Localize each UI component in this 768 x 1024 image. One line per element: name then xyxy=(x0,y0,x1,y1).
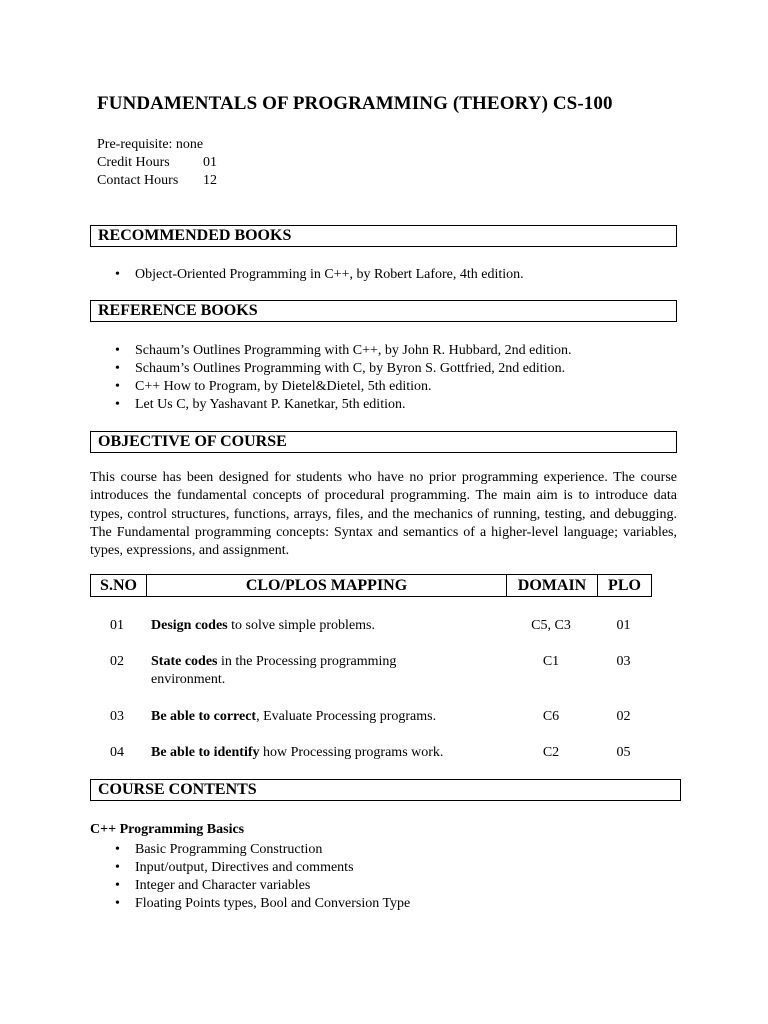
objective-heading xyxy=(90,431,677,453)
row-plo: 01 xyxy=(616,618,631,633)
bullet-icon: • xyxy=(115,860,120,875)
bullet-icon: • xyxy=(115,896,120,911)
reference-books-list xyxy=(97,342,572,414)
credit-hours-label: Credit Hours xyxy=(97,155,170,170)
recommended-books-heading-text: RECOMMENDED BOOKS xyxy=(98,227,292,244)
row-sno: 02 xyxy=(110,654,124,669)
page-title: FUNDAMENTALS OF PROGRAMMING (THEORY) CS-100 xyxy=(97,93,613,114)
row-description: Design codes to solve simple problems. xyxy=(151,618,376,633)
list-item: • Let Us C, by Yashavant P. Kanetkar, 5th edition. xyxy=(115,397,406,412)
row-plo: 03 xyxy=(616,654,631,669)
row-sno: 01 xyxy=(110,618,124,633)
mapping-header: CLO/PLOS MAPPING xyxy=(245,577,408,594)
row-plo: 02 xyxy=(616,709,631,724)
recommended-books-list xyxy=(97,266,524,284)
row-domain: C5, C3 xyxy=(531,618,571,633)
bullet-icon: • xyxy=(115,361,120,376)
contents-subheading: C++ Programming Basics xyxy=(90,822,245,837)
recommended-books-heading xyxy=(90,225,677,247)
list-item: • Object-Oriented Programming in C++, by Robert Lafore, 4th edition. xyxy=(115,267,524,282)
plo-header: PLO xyxy=(608,577,641,594)
course-contents-list xyxy=(97,841,410,913)
prerequisite: Pre-requisite: none xyxy=(97,137,204,152)
list-item: • Input/output, Directives and comments xyxy=(115,860,354,875)
objective-heading-text: OBJECTIVE OF COURSE xyxy=(98,433,287,450)
sno-header: S.NO xyxy=(100,577,137,594)
bullet-icon: • xyxy=(115,343,120,358)
clo-table-header xyxy=(90,574,652,597)
bullet-icon: • xyxy=(115,878,120,893)
row-plo: 05 xyxy=(616,745,631,760)
domain-header: DOMAIN xyxy=(517,577,587,594)
list-item: • Basic Programming Construction xyxy=(115,842,323,857)
row-domain: C1 xyxy=(542,654,560,669)
bullet-icon: • xyxy=(115,397,120,412)
contact-hours xyxy=(97,172,217,190)
credit-hours-value: 01 xyxy=(203,155,217,170)
objective-paragraph: This course has been designed for students who have no prior programming experience. The course introduces the fundamental concepts of procedural programming. The main aim is to introduce data types, control structures, functions, arrays, files, and the mechanics of running, testing, and debugging. The Fundamental programming concepts: Syntax and semantics of a higher-level language; variables, types, expressions, and assignment. xyxy=(90,470,677,559)
bullet-icon: • xyxy=(115,267,120,282)
course-contents-heading xyxy=(90,779,681,801)
bullet-icon: • xyxy=(115,842,120,857)
reference-books-heading-text: REFERENCE BOOKS xyxy=(98,302,258,319)
reference-books-heading xyxy=(90,300,677,322)
course-contents-heading-text: COURSE CONTENTS xyxy=(98,781,257,798)
row-domain: C2 xyxy=(542,745,560,760)
row-description: Be able to correct, Evaluate Processing programs. xyxy=(151,709,437,724)
row-description: State codes in the Processing programming environment. xyxy=(151,654,397,687)
list-item: • C++ How to Program, by Dietel&Dietel, 5th edition. xyxy=(115,379,432,394)
row-sno: 04 xyxy=(110,745,124,760)
bullet-icon: • xyxy=(115,379,120,394)
list-item: • Schaum’s Outlines Programming with C, by Byron S. Gottfried, 2nd edition. xyxy=(115,361,566,376)
row-domain: C6 xyxy=(542,709,560,724)
row-sno: 03 xyxy=(110,709,124,724)
contact-hours-value: 12 xyxy=(203,173,217,188)
credit-hours xyxy=(97,154,217,172)
contact-hours-label: Contact Hours xyxy=(97,173,179,188)
list-item: • Integer and Character variables xyxy=(115,878,311,893)
list-item: • Schaum’s Outlines Programming with C++, by John R. Hubbard, 2nd edition. xyxy=(115,343,572,358)
list-item: • Floating Points types, Bool and Conversion Type xyxy=(115,896,411,911)
row-description: Be able to identify how Processing programs work. xyxy=(151,745,444,760)
